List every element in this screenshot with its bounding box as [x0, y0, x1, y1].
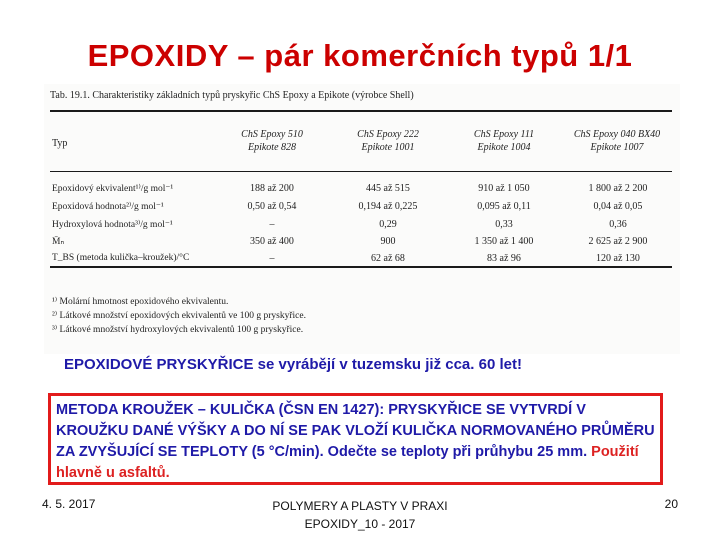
row-label: T_BS (metoda kulička–kroužek)/°C [52, 253, 190, 263]
table-cell: 188 až 200 [250, 183, 294, 194]
table-cell: 0,36 [609, 219, 627, 230]
table-cell: 350 až 400 [250, 236, 294, 247]
table-cell: 0,194 až 0,225 [358, 201, 418, 212]
table-cell: 0,04 až 0,05 [593, 201, 643, 212]
table-cell: – [269, 219, 275, 230]
footer-course: POLYMERY A PLASTY V PRAXI [272, 499, 448, 513]
type-label: Typ [52, 138, 68, 149]
footer-lecture: EPOXIDY_10 - 2017 [304, 517, 416, 531]
table-footnote: ²⁾ Látkové množství epoxidových ekvivalentů ve 100 g pryskyřice. [52, 311, 306, 321]
footer-center [210, 497, 510, 533]
table-footnote: ³⁾ Látkové množství hydroxylových ekvivalentů 100 g pryskyřice. [52, 325, 304, 335]
table-cell: 445 až 515 [366, 183, 410, 194]
table-cell: 120 až 130 [596, 253, 640, 264]
method-usage-highlight: Použití hlavně u asfaltů. [56, 444, 639, 481]
method-text [56, 400, 656, 484]
table-cell: 900 [380, 236, 396, 247]
column-header: ChS Epoxy 510 Epikote 828 [241, 129, 303, 153]
table-top-rule [50, 110, 672, 112]
page-title: EPOXIDY – pár komerčních typů 1/1 [87, 38, 633, 73]
row-label: Epoxidový ekvivalent¹⁾/g mol⁻¹ [52, 184, 174, 194]
column-header: ChS Epoxy 040 BX40 Epikote 1007 [573, 129, 661, 153]
table-cell: 2 625 až 2 900 [588, 236, 648, 247]
table-cell: 83 až 96 [487, 253, 521, 264]
table-cell: 1 350 až 1 400 [474, 236, 534, 247]
column-header: ChS Epoxy 222 Epikote 1001 [357, 129, 419, 153]
production-note: EPOXIDOVÉ PRYSKYŘICE se vyrábějí v tuzemsku již cca. 60 let! [64, 356, 522, 373]
table-bottom-rule [50, 266, 672, 268]
table-footnote: ¹⁾ Molární hmotnost epoxidového ekvivalentu. [52, 297, 229, 307]
table-cell: – [269, 253, 275, 264]
table-cell: 62 až 68 [371, 253, 405, 264]
table-cell: 0,33 [495, 219, 513, 230]
footer-page-number: 20 [664, 497, 678, 511]
table-caption: Tab. 19.1. Charakteristiky základních typů pryskyřic ChS Epoxy a Epikote (výrobce Shell) [50, 90, 414, 101]
table-cell: 0,29 [379, 219, 397, 230]
method-description: METODA KROUŽEK – KULIČKA (ČSN EN 1427): PRYSKYŘICE SE VYTVRDÍ V KROUŽKU DANÉ VÝŠKY A DO NÍ SE PAK VLOŽÍ KULIČKA NORMOVANÉHO PRŮMĚRU ZA ZVYŠUJÍCÍ SE TEPLOTY (5 °C/min). Odečte se teploty při průhybu 25 mm. [56, 402, 655, 460]
row-label: Hydroxylová hodnota³⁾/g mol⁻¹ [52, 220, 173, 230]
table-cell: 0,50 až 0,54 [247, 201, 297, 212]
table-cell: 0,095 až 0,11 [477, 201, 531, 212]
table-cell: 910 až 1 050 [478, 183, 530, 194]
footer-date: 4. 5. 2017 [42, 497, 96, 511]
row-label: M̄ₙ [52, 237, 65, 247]
row-label: Epoxidová hodnota²⁾/g mol⁻¹ [52, 202, 164, 212]
column-header: ChS Epoxy 111 Epikote 1004 [473, 129, 535, 153]
table-header-rule [50, 171, 672, 172]
table-cell: 1 800 až 2 200 [588, 183, 648, 194]
